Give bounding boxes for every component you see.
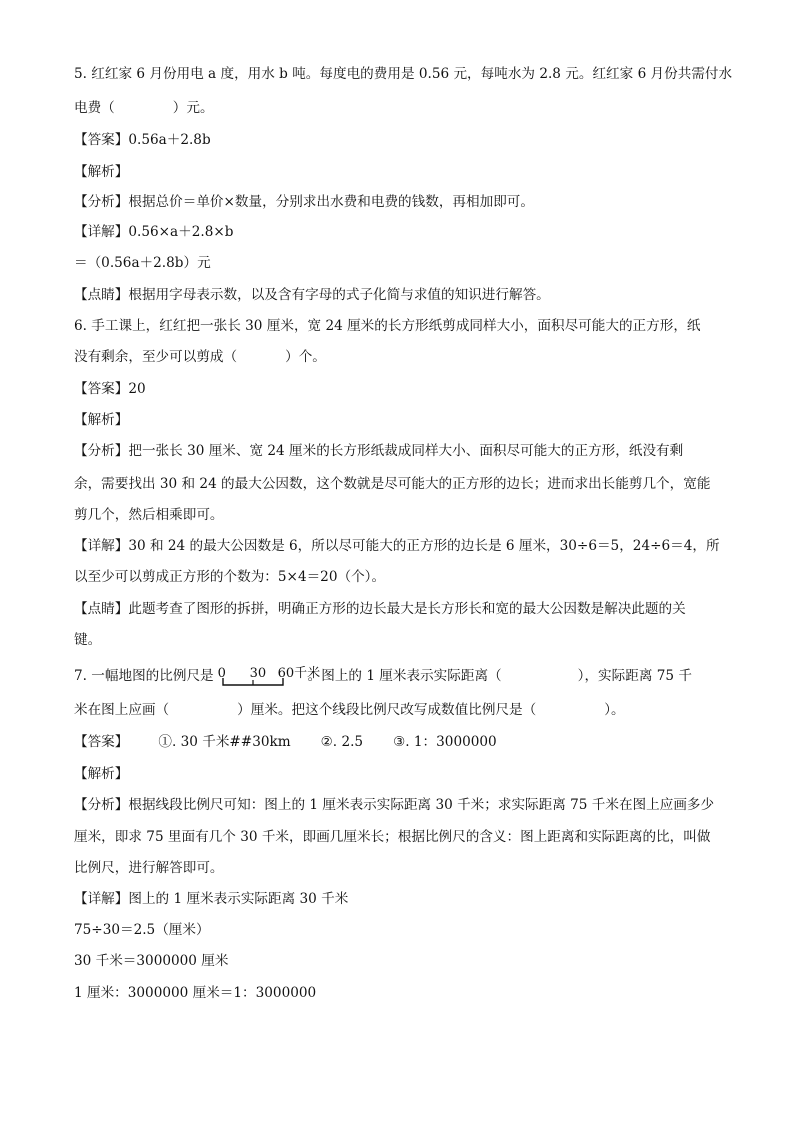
q5-stem-line1: 5. 红红家 6 月份用电 a 度，用水 b 吨。每度电的费用是 0.56 元，每吨水为 2.8 元。红红家 6 月份共需付水 — [74, 66, 733, 82]
q6-analysis-line3: 剪几个，然后相乘即可。 — [74, 507, 224, 523]
q7-detail-line1: 【详解】图上的 1 厘米表示实际距离 30 千米 — [74, 891, 349, 907]
q6-stem-line2-start: 没有剩余，至少可以剪成（ — [74, 349, 238, 365]
q7-stem-line1-end: ），实际距离 75 千 — [577, 668, 692, 684]
scale-bar-graphic — [222, 678, 284, 686]
q7-answer-2: ②. 2.5 — [320, 734, 364, 750]
q6-answer: 【答案】20 — [74, 381, 146, 397]
q7-answer — [74, 732, 497, 752]
q6-stem-line2-end: ）个。 — [285, 349, 326, 365]
q5-comment: 【点睛】根据用字母表示数，以及含有字母的式子化简与求值的知识进行解答。 — [74, 287, 550, 303]
q7-answer-label: 【答案】 — [74, 734, 129, 750]
q6-jiexi-heading: 【解析】 — [74, 412, 129, 428]
scale-tick-60: 60千米 — [277, 666, 321, 681]
q7-detail-line2: 75÷30＝2.5（厘米） — [74, 922, 210, 938]
q5-stem-line2 — [74, 98, 214, 118]
scale-tick-0: 0 — [217, 666, 226, 681]
q6-stem-line1: 6. 手工课上，红红把一张长 30 厘米，宽 24 厘米的长方形纸剪成同样大小，面积尽可能大的正方形，纸 — [74, 318, 701, 334]
q5-stem-line2-end: ）元。 — [172, 100, 214, 116]
q6-stem-line2 — [74, 347, 326, 367]
q7-answer-1: ①. 30 千米##30km — [158, 734, 291, 750]
q7-answer-3: ③. 1：3000000 — [393, 734, 497, 750]
q7-jiexi-heading: 【解析】 — [74, 766, 129, 782]
scale-tick-30: 30 — [249, 666, 267, 681]
q7-analysis-line2: 厘米，即求 75 里面有几个 30 千米，即画几厘米长；根据比例尺的含义：图上距离和实际距离的比，叫做 — [74, 829, 711, 845]
q7-detail-line4: 1 厘米：3000000 厘米＝1：3000000 — [74, 985, 317, 1001]
q6-analysis-line2: 余，需要找出 30 和 24 的最大公因数，这个数就是尽可能大的正方形的边长；进而求出长能剪几个，宽能 — [74, 476, 711, 492]
q5-stem-line2-start: 电费（ — [74, 100, 115, 116]
q5-analysis: 【分析】根据总价＝单价×数量，分别求出水费和电费的钱数，再相加即可。 — [74, 194, 534, 210]
q6-detail-line2: 以至少可以剪成正方形的个数为：5×4＝20（个）。 — [74, 569, 386, 585]
q5-detail-line2: ＝（0.56a＋2.8b）元 — [74, 255, 211, 271]
q5-jiexi-heading: 【解析】 — [74, 164, 129, 180]
q7-detail-line3: 30 千米＝3000000 厘米 — [74, 953, 229, 969]
q7-stem-line2-end: ）。 — [604, 702, 625, 718]
q7-stem-line1-start: 7. 一幅地图的比例尺是 — [74, 668, 214, 684]
q7-stem-line1 — [74, 664, 692, 686]
q7-analysis-line3: 比例尺，进行解答即可。 — [74, 860, 224, 876]
q7-stem-line2-start: 米在图上应画（ — [74, 702, 170, 718]
q6-detail-line1: 【详解】30 和 24 的最大公因数是 6，所以尽可能大的正方形的边长是 6 厘米，30÷6＝5，24÷6＝4，所 — [74, 538, 720, 554]
q7-analysis-line1: 【分析】根据线段比例尺可知：图上的 1 厘米表示实际距离 30 千米；求实际距离 75 千米在图上应画多少 — [74, 797, 715, 813]
q5-detail-line1: 【详解】0.56×a＋2.8×b — [74, 224, 234, 240]
q5-answer: 【答案】0.56a＋2.8b — [74, 132, 211, 148]
q7-stem-line1-mid: 。图上的 1 厘米表示实际距离（ — [307, 668, 502, 684]
line-segment-scale — [217, 664, 321, 686]
q6-analysis-line1: 【分析】把一张长 30 厘米、宽 24 厘米的长方形纸裁成同样大小、面积尽可能大的正方形，纸没有剩 — [74, 443, 684, 459]
q7-stem-line2 — [74, 700, 625, 720]
q6-comment-line2: 键。 — [74, 632, 102, 648]
q7-stem-line2-mid: ）厘米。把这个线段比例尺改写成数值比例尺是（ — [237, 702, 537, 718]
q6-comment-line1: 【点睛】此题考查了图形的拆拼，明确正方形的边长最大是长方形长和宽的最大公因数是解决此题的关 — [74, 601, 686, 617]
